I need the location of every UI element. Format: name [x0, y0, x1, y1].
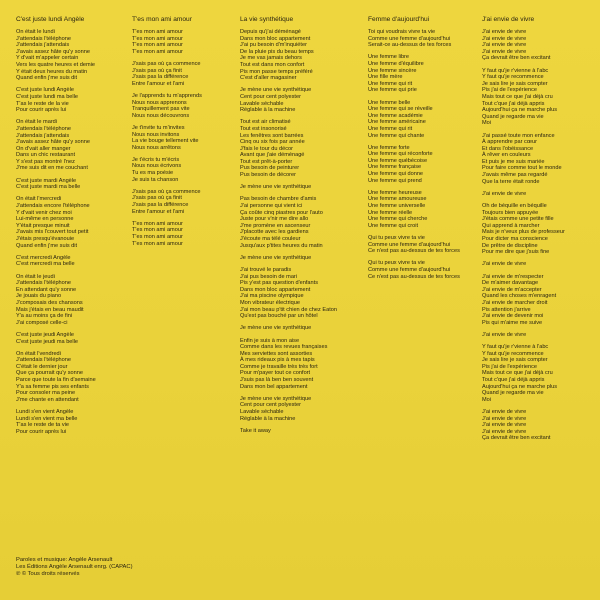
lyric-line: Depuis qu'j'ai déménagé — [240, 29, 301, 35]
stanza — [240, 119, 355, 178]
lyric-line: J'ai envie de m'respecter — [482, 273, 544, 280]
lyric-line: J'me promène en ascenseur — [240, 222, 311, 229]
stanza — [482, 68, 592, 127]
lyric-line: T'as le reste de ta vie — [16, 422, 69, 429]
song-title: T'es mon ami amour — [132, 16, 192, 23]
stanza — [16, 87, 121, 113]
lyric-line: Une femme sincère — [368, 67, 417, 74]
stanza — [16, 409, 121, 435]
lyric-line: J'ai envie de vivre — [482, 409, 527, 416]
lyric-line: Mes serviettes sont assorties — [240, 350, 313, 357]
song-title: C'est juste lundi Angèle — [16, 16, 85, 23]
lyric-line: J'sais pas où ça commence — [132, 60, 201, 67]
lyric-line: Cent pour cent polyester — [240, 402, 301, 409]
lyric-line: J'ai pu besoin d'm'inquiéter — [240, 42, 307, 49]
lyric-line: Je l'apprends tu m'apprends — [132, 92, 202, 99]
lyric-line: Réglable à la machine — [240, 107, 296, 114]
lyric-line: Jusqu'aux p'tites heures du matin — [240, 242, 323, 249]
stanza — [132, 61, 237, 87]
stanza — [482, 203, 592, 256]
lyric-line: J'ai envie de vivre — [482, 42, 527, 49]
stanza — [482, 133, 592, 186]
lyric-line: Une femme amoureuse — [368, 196, 427, 203]
lyric-line: Une femme qui chante — [368, 132, 425, 139]
lyric-line: Ce n'est pas au-dessus de tes forces — [368, 248, 460, 255]
lyric-line: J'avais même pas regardé — [482, 172, 548, 179]
lyric-line: Pis j'ai de l'expérience — [482, 363, 537, 370]
lyric-line: Pas besoin de chambre d'amis — [240, 196, 317, 203]
lyric-line: Nous nous invitons — [132, 131, 180, 138]
lyric-line: Je t'invite tu m'invites — [132, 124, 185, 131]
lyric-line: De m'aimer davantage — [482, 280, 539, 287]
lyric-line: Je sais lire je sais compter — [482, 357, 548, 364]
lyric-line: J'ai envie de vivre — [482, 261, 527, 268]
song-column-2 — [132, 16, 237, 253]
lyric-line: La vie bouge tellement vite — [132, 138, 199, 145]
lyric-line: À rêver en couleurs — [482, 152, 531, 159]
lyric-line: Y d'vait venir chez moi — [16, 209, 72, 216]
lyric-line: Y s'est pas montré l'nez — [16, 158, 75, 165]
lyric-line: Y'était presque minuit — [16, 222, 70, 229]
lyric-line: Une femme réelle — [368, 209, 413, 216]
lyric-line: Tranquillement pas vite — [132, 106, 190, 113]
lyric-line: Ce n'est pas au-dessus de tes forces — [368, 273, 460, 280]
stanza — [16, 29, 121, 82]
song-title: Femme d'aujourd'hui — [368, 16, 430, 23]
lyric-line: Toujours bien appuyée — [482, 209, 539, 216]
lyric-line: À apprendre par cœur — [482, 139, 538, 146]
lyric-line: J'étais presqu'évanouie — [16, 236, 75, 242]
lyric-line: J'ai envie de vivre — [482, 29, 527, 35]
stanza — [240, 184, 355, 191]
lyric-line: T'es mon ami amour — [132, 227, 183, 234]
lyric-line: T'es mon ami amour — [132, 240, 183, 247]
lyric-line: T'es mon ami amour — [132, 48, 183, 55]
lyric-line: C'est mercredi ma belle — [16, 261, 75, 268]
lyric-line: Mais tout ce que j'ai déjà cru — [482, 93, 553, 100]
lyric-line: Une femme académie — [368, 112, 423, 119]
stanza — [240, 396, 355, 422]
lyric-line: J'ai composé celle-ci — [16, 319, 68, 326]
lyric-line: J'étais comme une petite fille — [482, 216, 554, 223]
lyric-line: Lavable séchable — [240, 409, 284, 416]
lyric-line: Que la terre était ronde — [482, 178, 540, 185]
lyric-line: J'ai personne qui vient ici — [240, 203, 303, 210]
stanza — [240, 325, 355, 332]
lyric-line: Une femme qui se réveille — [368, 106, 433, 113]
lyric-line: Enfin je suis à mon aise — [240, 337, 300, 344]
lyric-line: Une femme belle — [368, 99, 411, 106]
lyric-line: Nous nous arrêtons — [132, 144, 181, 151]
lyric-line: On était le lundi — [16, 29, 55, 35]
lyric-line: J'ai envie de vivre — [482, 190, 527, 197]
lyric-line: Tout c'que j'ai déjà appris — [482, 377, 545, 384]
lyric-line: Une femme heureuse — [368, 189, 422, 196]
lyric-line: T'es mon ami amour — [132, 35, 183, 42]
lyric-line: J'sais pas où ça finit — [132, 67, 182, 74]
stanza — [132, 189, 237, 215]
lyric-line: Je mène une vie synthétique — [240, 87, 312, 94]
lyric-line: Ça devrait être ben excitant — [482, 55, 551, 62]
lyric-line: Quand enfin j'me suis dit — [16, 242, 78, 249]
lyric-line: Moi — [482, 396, 492, 403]
lyric-line: J'attendais l'téléphone — [16, 125, 72, 132]
song-column-1 — [16, 16, 121, 441]
lyric-line: C'est juste mardi ma belle — [16, 184, 81, 191]
lyric-line: Moi — [482, 120, 492, 127]
stanza — [368, 29, 473, 49]
lyric-line: J'attendais l'téléphone — [16, 357, 72, 364]
lyric-line: Qui apprend à marcher — [482, 222, 540, 229]
stanza — [16, 274, 121, 327]
lyric-line: Entre l'amour et l'ami — [132, 80, 185, 87]
lyric-line: Une femme qui cherche — [368, 216, 428, 223]
song-title: J'ai envie de vivre — [482, 16, 535, 23]
lyric-line: Pour courir après lui — [16, 107, 67, 114]
lyric-line: Pis qui m'aime me suive — [482, 319, 543, 326]
lyric-line: Je jouais du piano — [16, 293, 62, 300]
lyric-line: Une femme qui croit — [368, 222, 419, 229]
lyric-line: Pour consoler ma peine — [16, 390, 76, 397]
lyric-line: Dans mon bloc appartement — [240, 286, 311, 293]
lyric-line: Take it away — [240, 427, 271, 434]
stanza — [16, 255, 121, 268]
lyric-line: Une fille mère — [368, 74, 403, 81]
stanza — [240, 267, 355, 320]
lyric-line: J'ai envie de vivre — [482, 422, 527, 429]
lyric-line: Pour courir après lui — [16, 428, 67, 435]
lyric-line: Je mène une vie synthétique — [240, 254, 312, 261]
lyric-line: Tout est air climatisé — [240, 119, 291, 126]
lyric-line: Une femme universelle — [368, 203, 426, 210]
lyric-line: J'ai envie de m'accepter — [482, 286, 542, 293]
lyric-line: C'est juste lundi Angèle — [16, 87, 74, 94]
stanza — [132, 157, 237, 183]
lyric-line: Pis j'ai de l'expérience — [482, 87, 537, 94]
lyric-line: J'avais assez hâte qu'y sonne — [16, 139, 90, 146]
stanza — [368, 235, 473, 255]
lyric-line: C'est mercredi Angèle — [16, 254, 71, 261]
lyric-line: J'ai passé toute mon enfance — [482, 132, 555, 139]
lyric-line: Y d'vait m'appeler certain — [16, 55, 79, 62]
lyric-line: Une femme qui rit — [368, 125, 413, 132]
stanza — [240, 428, 355, 435]
lyric-line: J'sais pas où ça finit — [132, 195, 182, 202]
credit-line: Paroles et musique: Angèle Arsenault — [16, 557, 113, 563]
lyric-line: Je suis ta chanson — [132, 176, 179, 183]
lyric-line: Y'a sa femme pis ses enfants — [16, 383, 89, 390]
lyric-line: Dans un chic restaurant — [16, 152, 76, 159]
credit-line: ℗ © Tous droits réservés — [16, 571, 80, 578]
stanza — [482, 409, 592, 442]
stanza — [132, 221, 237, 247]
lyric-line: Quand je regarde ma vie — [482, 113, 544, 120]
stanza — [482, 344, 592, 403]
lyric-line: Entre l'amour et l'ami — [132, 208, 185, 215]
stanza — [368, 145, 473, 185]
lyric-line: Pis attention j'arrive — [482, 306, 531, 313]
song-column-4 — [368, 16, 473, 286]
lyric-line: Oh de béquille en béquille — [482, 203, 547, 210]
stanza — [240, 255, 355, 262]
lyric-line: On était le jeudi — [16, 273, 55, 280]
stanza — [482, 29, 592, 62]
stanza — [16, 196, 121, 249]
lyric-line: C'est d'aller magasiner — [240, 75, 297, 82]
stanza — [16, 119, 121, 172]
lyric-line: Réglable à la machine — [240, 415, 296, 422]
lyric-line: Une femme forte — [368, 144, 410, 151]
lyric-line: On était l'vendredi — [16, 350, 61, 357]
lyric-line: Quand les choses m'enragent — [482, 293, 557, 300]
stanza — [482, 191, 592, 198]
stanza — [240, 338, 355, 391]
song-column-5 — [482, 16, 592, 448]
lyric-line: Quand enfin j'me suis dit — [16, 75, 78, 82]
lyric-line: J'ai mon beau p'tit chien de chez Eaton — [240, 306, 337, 313]
credits-block — [16, 557, 133, 579]
lyric-line: Pour me dire que j'suis fine — [482, 249, 550, 256]
lyric-line: Je t'écris tu m'écris — [132, 156, 180, 163]
lyric-line: Lui-même en personne — [16, 216, 74, 223]
stanza — [482, 332, 592, 339]
lyric-line: Lundi s'en vient Angèle — [16, 409, 74, 416]
lyric-line: Pis y'est pas question d'enfants — [240, 280, 319, 287]
stanza — [368, 190, 473, 230]
lyric-line: J'ai envie de vivre — [482, 48, 527, 55]
lyric-line: J'fais le tour du décor — [240, 145, 293, 152]
lyric-line: Une femme française — [368, 164, 422, 171]
lyric-line: J'ai envie de vivre — [482, 428, 527, 435]
lyric-line: T'es mon ami amour — [132, 29, 183, 35]
stanza — [16, 351, 121, 404]
lyric-line: Toi qui voudrais vivre ta vie — [368, 29, 436, 35]
lyric-line: Comme une femme d'aujourd'hui — [368, 35, 451, 42]
lyric-line: Je me vas jamais dehors — [240, 55, 302, 62]
lyric-line: Pus besoin de peinturer — [240, 165, 300, 172]
lyric-line: Je sais lire je sais compter — [482, 80, 548, 87]
lyric-line: Ça coûte cinq piastres pour l'auto — [240, 209, 323, 216]
lyric-line: J'avais assez hâte qu'y sonne — [16, 48, 90, 55]
credit-line: Les Éditions Angèle Arsenault enrg. (CAPAC) — [16, 564, 133, 571]
lyric-line: Mon vibrateur électrique — [240, 299, 301, 306]
lyric-line: Nous nous découvrons — [132, 112, 190, 119]
lyric-line: Tu es ma poésie — [132, 170, 174, 177]
lyric-line: T'es mon ami amour — [132, 220, 183, 227]
stanza — [482, 261, 592, 268]
lyric-line: Pus besoin de décorer — [240, 172, 296, 179]
lyric-line: Pour dicter ma conscience — [482, 236, 548, 242]
lyric-line: J'ai envie de devenir moi — [482, 313, 544, 320]
lyric-line: Lavable séchable — [240, 100, 284, 107]
lyric-line: J'ai ma piscine olympique — [240, 293, 304, 300]
lyric-line: Mais je n'veux plus de professeur — [482, 229, 565, 236]
lyric-line: Qu'est pas bouché par un hôtel — [240, 313, 318, 320]
lyric-line: Une femme qui prie — [368, 87, 417, 94]
lyric-line: J'placotte avec les gardiens — [240, 229, 309, 236]
lyric-line: C'était le dernier jour — [16, 363, 68, 370]
lyric-line: Une femme qui prend — [368, 177, 422, 184]
lyric-line: Et dans l'obéissance — [482, 145, 534, 152]
lyric-line: Dans mon bloc appartement — [240, 35, 311, 42]
stanza — [368, 100, 473, 140]
lyric-line: Comme dans les revues françaises — [240, 344, 328, 351]
lyric-line: J'attendais encore l'téléphone — [16, 203, 90, 210]
lyric-line: J'attendais j'attendais — [16, 42, 70, 49]
lyric-line: Aujourd'hui ça ne marche plus — [482, 107, 558, 114]
lyric-line: C'est juste jeudi ma belle — [16, 338, 79, 345]
lyric-line: Juste pour v'nir me dire allo — [240, 216, 309, 223]
lyric-line: Aujourd'hui ça ne marche plus — [482, 383, 558, 390]
lyric-line: De la pluie pis du beau temps — [240, 48, 314, 55]
lyric-line: Une femme libre — [368, 54, 410, 61]
lyric-line: Une femme qui rit — [368, 80, 413, 87]
lyric-line: On était le mardi — [16, 119, 58, 126]
lyric-line: Y était deux heures du matin — [16, 68, 88, 75]
lyric-line: Y'a au moins ça de fini — [16, 313, 73, 320]
lyric-line: J'attendais l'téléphone — [16, 280, 72, 287]
song-column-3 — [240, 16, 355, 440]
lyric-line: J'ai envie de marcher droit — [482, 299, 548, 306]
lyric-line: J'ai pus besoin de mari — [240, 273, 298, 280]
lyric-line: J'ai envie de vivre — [482, 415, 527, 422]
lyric-line: À mes rideaux pis à mes tapis — [240, 357, 315, 364]
lyric-line: C'est juste jeudi Angèle — [16, 331, 74, 338]
lyric-line: Mais j'étais en beau maudit — [16, 306, 84, 313]
lyric-line: Ça devrait être ben excitant — [482, 435, 551, 442]
lyric-line: Tout est prêt-à-porter — [240, 158, 293, 165]
stanza — [132, 93, 237, 119]
stanza — [482, 274, 592, 327]
lyric-line: En attendant qu'y sonne — [16, 286, 77, 293]
lyric-line: Comme une femme d'aujourd'hui — [368, 266, 451, 273]
lyric-line: C'est juste lundi ma belle — [16, 93, 79, 100]
lyric-line: Lundi s'en vient ma belle — [16, 415, 78, 422]
lyric-line: Y faut qu'je r'vienne à l'abc — [482, 67, 549, 74]
lyric-line: Nous nous apprenons — [132, 99, 187, 106]
lyric-line: Je mène une vie synthétique — [240, 395, 312, 402]
lyric-line: J'me suis dit en me couchant — [16, 165, 88, 172]
lyric-line: Quand je regarde ma vie — [482, 390, 544, 397]
lyric-line: J'me chante en attendant — [16, 396, 79, 403]
lyric-line: Pis mon passe temps préféré — [240, 68, 313, 75]
lyric-line: T'es mon ami amour — [132, 234, 183, 240]
lyric-line: J'composais des chansons — [16, 299, 83, 306]
stanza — [368, 54, 473, 94]
lyric-line: T'as le reste de la vie — [16, 100, 69, 107]
lyric-line: On d'vait aller manger — [16, 145, 71, 152]
lyric-line: J'ai trouvé le paradis — [240, 266, 292, 273]
lyric-line: Cinq ou six fois par année — [240, 139, 305, 146]
lyric-line: Je mène une vie synthétique — [240, 184, 312, 191]
lyric-line: Tout c'que j'ai déjà appris — [482, 100, 545, 107]
lyric-line: Vers les quatre heures et demie — [16, 61, 95, 68]
lyric-line: Mais tout ce que j'ai déjà cru — [482, 370, 553, 377]
stanza — [240, 87, 355, 113]
stanza — [132, 29, 237, 55]
lyric-line: Que ça pourrait qu'y sonne — [16, 370, 83, 377]
lyric-line: Tout est dans mon confort — [240, 61, 305, 68]
stanza — [16, 332, 121, 345]
lyric-line: T'es mon ami amour — [132, 42, 183, 49]
lyric-line: J'attendais j'attendais — [16, 132, 70, 139]
lyric-line: Une femme qui donne — [368, 171, 424, 178]
lyric-line: J'sais pas la différence — [132, 74, 189, 81]
lyric-line: De prêtre de discipline — [482, 242, 538, 249]
lyric-line: J'ai envie de vivre — [482, 35, 527, 42]
lyric-line: Une femme américaine — [368, 119, 426, 126]
lyric-line: On était l'mercredi — [16, 196, 62, 203]
lyric-line: J'sais pas la différence — [132, 202, 189, 209]
song-title: La vie synthétique — [240, 16, 294, 23]
lyric-line: Une femme d'équilibre — [368, 60, 424, 67]
lyric-line: Pour faire comme tout le monde — [482, 165, 562, 172]
lyric-line: Et puis je me suis mariée — [482, 158, 545, 165]
stanza — [132, 125, 237, 151]
lyric-line: Une femme qui réconforte — [368, 151, 433, 158]
lyric-line: Une femme québécoise — [368, 157, 428, 164]
lyric-line: Cent pour cent polyester — [240, 93, 301, 100]
stanza — [240, 29, 355, 82]
lyric-line: Comme une femme d'aujourd'hui — [368, 241, 451, 248]
lyric-line: J'écoute ma télé couleur — [240, 236, 301, 242]
lyric-line: Avant que j'aie déménagé — [240, 152, 305, 159]
lyric-line: J'avais mis l'couvert tout petit — [16, 229, 89, 236]
lyric-line: Y faut qu'je recommence — [482, 74, 544, 81]
lyric-line: Je mène une vie synthétique — [240, 325, 312, 332]
lyric-line: Serait-ce au-dessus de tes forces — [368, 42, 452, 49]
lyric-line: J'sais pas où ça commence — [132, 188, 201, 195]
lyric-line: Nous nous écrivons — [132, 163, 182, 170]
lyric-line: Qui tu peux vivre ta vie — [368, 235, 425, 241]
lyric-line: Comme je travaille très très fort — [240, 363, 318, 370]
lyric-line: Y faut qu'je r'vienne à l'abc — [482, 344, 549, 351]
lyric-line: C'est juste mardi Angèle — [16, 177, 77, 184]
lyric-line: Parce que toute la fin d'semaine — [16, 377, 96, 384]
lyric-line: Qui tu peux vivre ta vie — [368, 260, 425, 267]
stanza — [368, 260, 473, 280]
stanza — [240, 196, 355, 249]
lyric-line: Les fenêtres sont barrées — [240, 132, 304, 139]
lyric-line: Tout est insonorisé — [240, 125, 287, 132]
lyric-line: J'suis pas là ben ben souvent — [240, 377, 314, 384]
lyric-line: Y faut qu'je recommence — [482, 350, 544, 357]
lyric-line: Dans mon bel appartement — [240, 383, 308, 390]
lyric-line: Pour m'payer tout ce confort — [240, 370, 311, 377]
stanza — [16, 178, 121, 191]
lyric-line: J'ai envie de vivre — [482, 331, 527, 338]
lyric-line: J'attendais l'téléphone — [16, 35, 72, 42]
